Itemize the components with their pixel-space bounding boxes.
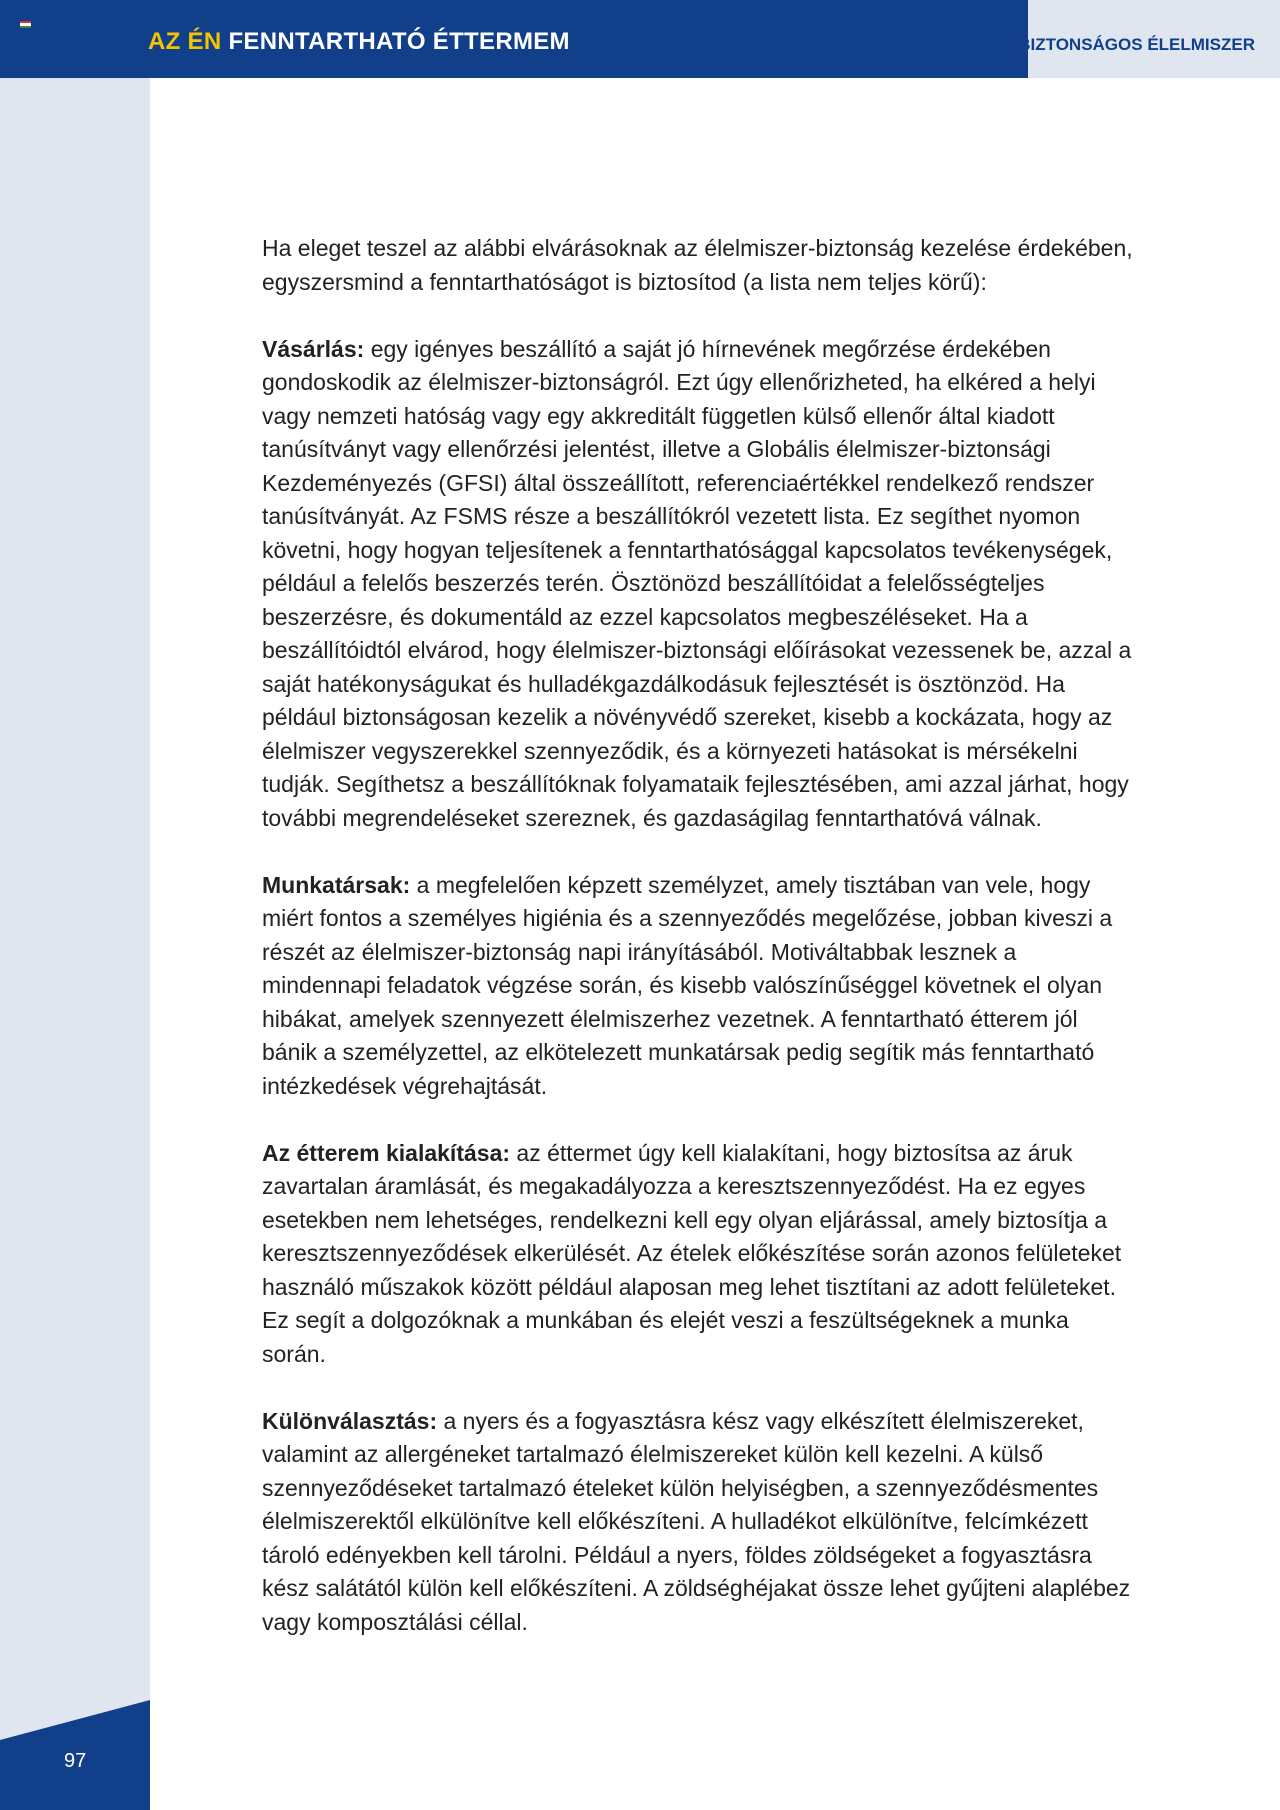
section-text-separation: a nyers és a fogyasztásra kész vagy elkészített élelmiszereket, valamint az allergéneket tartalmazó élelmiszereket külön kell kezelni. A külső szennyeződéseket tartalmazó ételeket külön helyiségben, a szennyeződésmentes élelmiszerektől elkülönítve kell előkészíteni. A hulladékot elkülönítve, felcímkézett tároló edényekben kell tárolni. Például a nyers, földes zöldségeket a fogyasztásra kész salátától külön kell előkészíteni. A zöldséghéjakat össze lehet gyűjteni alaplébez vagy komposztálási céllal. [262,1407,1131,1635]
intro-paragraph: Ha eleget teszel az alábbi elvárásoknak az élelmiszer-biztonság kezelése érdekében, egyszersmind a fenntarthatóságot is biztosítod (a lista nem teljes körű): [262,235,1133,295]
section-layout [262,1137,1137,1372]
title-rest: FENNTARTHATÓ ÉTTERMEM [221,28,570,55]
page-number: 97 [64,1750,87,1772]
left-margin-strip [0,78,150,1810]
section-text-purchasing: egy igényes beszállító a saját jó hírnevének megőrzése érdekében gondoskodik az élelmiszer-biztonságról. Ezt úgy ellenőrizheted, ha elkéred a helyi vagy nemzeti hatóság vagy egy akkreditált független külső ellenőr által kiadott tanúsítványt vagy ellenőrzési jelentést, illetve a Globális élelmiszer-biztonsági Kezdeményezés (GFSI) által összeállított, referenciaértékkel rendelkező rendszer tanúsítványát. Az FSMS része a beszállítókról vezetett lista. Ez segíthet nyomon követni, hogy hogyan teljesítenek a fenntarthatósággal kapcsolatos tevékenységek, például a felelős beszerzés terén. Ösztönözd beszállítóidat a felelősségteljes beszerzésre, és dokumentáld az ezzel kapcsolatos megbeszéléseket. Ha a beszállítóidtól elvárod, hogy élelmiszer-biztonsági előírásokat vezessenek be, azzal a saját hatékonyságukat és hulladékgazdálkodásuk fejlesztését is ösztönzöd. Ha például biztonságosan kezelik a növényvédő szereket, kisebb a kockázata, hogy az élelmiszer vegyszerekkel szennyeződik, és a környezeti hatásokat is mérsékelni tudják. Segíthetsz a beszállítóknak folyamataik fejlesztésében, ami azzal járhat, hogy további megrendeléseket szereznek, és gazdaságilag fenntarthatóvá válnak. [262,335,1132,831]
section-label-separation: Különválasztás: [262,1407,438,1434]
section-separation [262,1405,1137,1640]
section-label-staff: Munkatársak: [262,871,411,898]
section-purchasing [262,333,1137,836]
section-label-purchasing: Vásárlás: [262,335,365,362]
hungarian-flag-icon [20,21,31,28]
section-staff [262,869,1137,1104]
publication-title [148,28,570,56]
section-text-staff: a megfelelően képzett személyzet, amely tisztában van vele, hogy miért fontos a személyes higiénia és a szennyeződés megelőzése, jobban kiveszi a részét az élelmiszer-biztonság napi irányításából. Motiváltabbak lesznek a mindennapi feladatok végzése során, és kisebb valószínűséggel követnek el olyan hibákat, amelyek szennyezett élelmiszerhez vezetnek. A fenntartható étterem jól bánik a személyzettel, az elkötelezett munkatársak pedig segítik más fenntartható intézkedések végrehajtását. [262,871,1113,1099]
section-label-layout: Az étterem kialakítása: [262,1139,511,1166]
main-content [262,232,1137,1673]
section-text-layout: az éttermet úgy kell kialakítani, hogy biztosítsa az áruk zavartalan áramlását, és megakadályozza a keresztszennyeződést. Ha ez egyes esetekben nem lehetséges, rendelkezni kell egy olyan eljárással, amely biztosítja a keresztszennyeződések elkerülését. Az ételek előkészítése során azonos felületeket használó műszakok között például alaposan meg lehet tisztítani az adott felületeket. Ez segít a dolgozóknak a munkában és elejét veszi a feszültségeknek a munka során. [262,1139,1122,1367]
header-bar [0,0,1028,78]
section-tab [1018,0,1280,78]
title-accent: AZ ÉN [148,28,222,55]
section-label: BIZTONSÁGOS ÉLELMISZER [1018,35,1255,54]
